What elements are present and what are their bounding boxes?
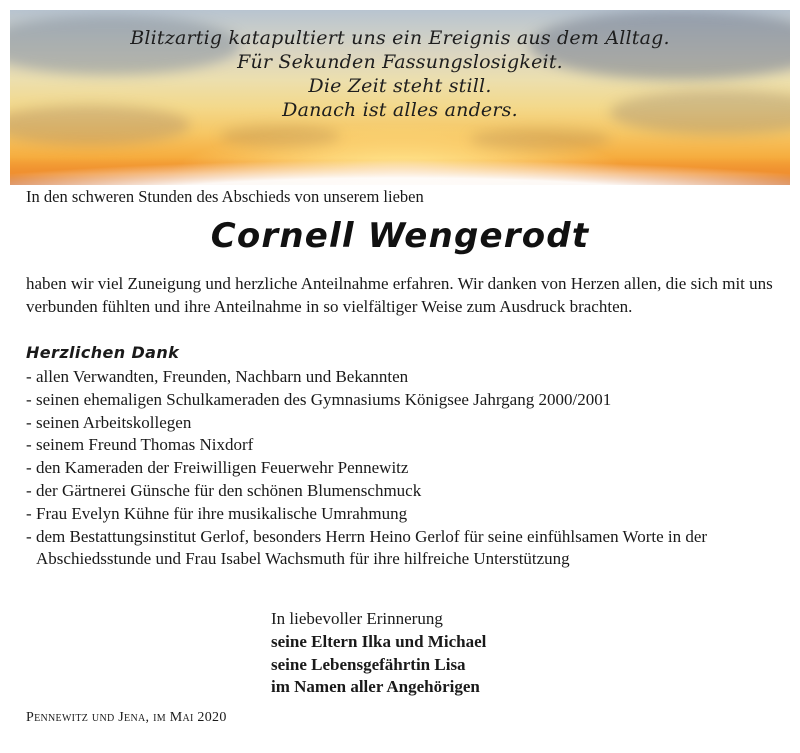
signature-line: seine Eltern Ilka und Michael xyxy=(271,631,487,651)
place-and-date: Pennewitz und Jena, im Mai 2020 xyxy=(26,710,227,725)
list-item-text: den Kameraden der Freiwilligen Feuerwehr Pennewitz xyxy=(36,458,409,478)
list-dash: - xyxy=(26,389,32,409)
poem-line: Blitzartig katapultiert uns ein Ereignis aus dem Alltag. xyxy=(130,27,670,49)
list-item-text: seinen ehemaligen Schulkameraden des Gymnasiums Königsee Jahrgang 2000/2001 xyxy=(36,389,612,409)
list-dash: - xyxy=(26,503,32,523)
sunset-banner-image xyxy=(10,10,790,185)
list-item xyxy=(26,457,786,480)
list-dash: - xyxy=(26,458,32,478)
list-item-text: seinen Arbeitskollegen xyxy=(36,412,192,432)
list-item xyxy=(26,480,786,503)
banner-fade xyxy=(10,160,790,185)
list-item-text: dem Bestattungsinstitut Gerlof, besonders Herrn Heino Gerlof für seine einfühlsamen Worte in der Abschiedsstunde und Frau Isabel Wachsmuth für ihre hilfreiche Unterstützung xyxy=(36,526,708,569)
intro-text: In den schweren Stunden des Abschieds von unserem lieben xyxy=(26,187,424,206)
list-item xyxy=(26,434,786,457)
list-item xyxy=(26,503,786,526)
list-dash: - xyxy=(26,526,32,546)
poem-line: Die Zeit steht still. xyxy=(308,75,492,97)
list-item-text: allen Verwandten, Freunden, Nachbarn und Bekannten xyxy=(36,367,409,386)
signature-block xyxy=(271,608,486,699)
poem-line: Für Sekunden Fassungslosigkeit. xyxy=(237,51,563,73)
list-dash: - xyxy=(26,367,32,386)
list-item xyxy=(26,526,786,572)
signature-line: seine Lebensgefährtin Lisa xyxy=(271,654,466,674)
signature-line: im Namen aller Angehörigen xyxy=(271,677,480,697)
gratitude-paragraph: haben wir viel Zuneigung und herzliche Anteilnahme erfahren. Wir danken von Herzen allen, die sich mit uns verbunden fühlten und ihre Anteilnahme in so vielfältiger Weise zum Ausdruck brachten. xyxy=(26,274,773,316)
poem xyxy=(10,26,790,122)
list-item xyxy=(26,366,786,389)
deceased-name: Cornell Wengerodt xyxy=(210,216,590,256)
signature-intro: In liebevoller Erinnerung xyxy=(271,609,443,628)
list-item-text: Frau Evelyn Kühne für ihre musikalische Umrahmung xyxy=(36,503,408,523)
cloud xyxy=(220,125,340,147)
list-item-text: seinem Freund Thomas Nixdorf xyxy=(36,435,254,455)
thanks-heading: Herzlichen Dank xyxy=(26,343,180,362)
list-dash: - xyxy=(26,435,32,455)
poem-line: Danach ist alles anders. xyxy=(282,99,518,121)
list-item xyxy=(26,412,786,435)
thanks-list xyxy=(26,366,786,571)
list-item xyxy=(26,389,786,412)
list-dash: - xyxy=(26,412,32,432)
list-item-text: der Gärtnerei Günsche für den schönen Blumenschmuck xyxy=(36,480,422,500)
list-dash: - xyxy=(26,480,32,500)
cloud xyxy=(470,128,610,150)
